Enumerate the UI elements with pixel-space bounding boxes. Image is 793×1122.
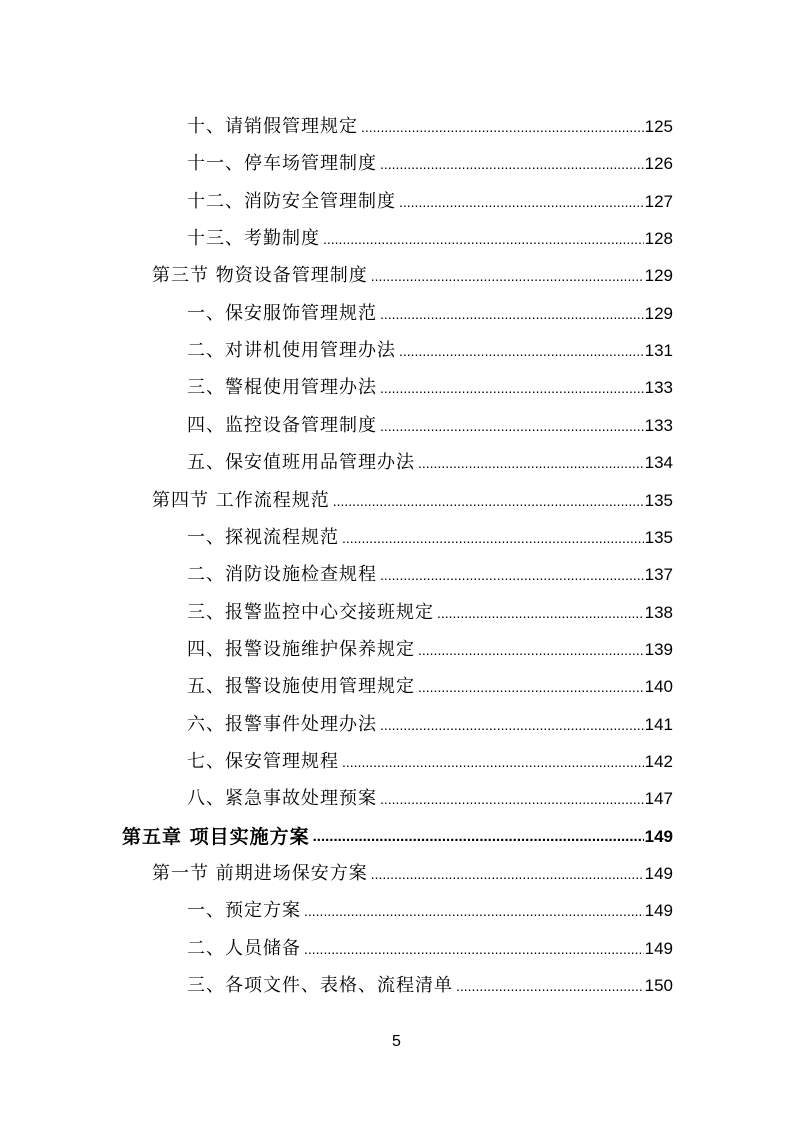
toc-entry-title: 五、报警设施使用管理规定 — [187, 676, 415, 698]
toc-entry[interactable] — [122, 811, 673, 848]
toc-entry[interactable] — [187, 587, 673, 624]
toc-entry-page: 149 — [644, 826, 673, 846]
toc-entry-page: 149 — [644, 901, 673, 921]
toc-entry-page: 135 — [644, 527, 673, 547]
toc-entry-title: 二、消防设施检查规程 — [187, 564, 377, 586]
dot-leader — [361, 116, 644, 138]
toc-entry-page: 149 — [644, 864, 673, 883]
dot-leader — [342, 527, 644, 549]
toc-entry[interactable] — [152, 250, 673, 287]
toc-entry[interactable] — [187, 773, 673, 810]
toc-entry[interactable] — [187, 512, 673, 549]
toc-entry-page: 142 — [644, 751, 673, 771]
toc-entry[interactable] — [187, 325, 673, 362]
dot-leader — [380, 788, 644, 810]
dot-leader — [304, 900, 644, 922]
toc-entry-page: 149 — [644, 938, 673, 958]
dot-leader — [304, 938, 644, 960]
toc-entry[interactable] — [187, 400, 673, 437]
toc-entry[interactable] — [187, 362, 673, 399]
toc-entry-title: 一、预定方案 — [187, 900, 301, 922]
dot-leader — [323, 228, 644, 250]
toc-entry[interactable] — [187, 736, 673, 773]
toc-entry-title: 三、警棍使用管理办法 — [187, 377, 377, 399]
toc-entry-page: 138 — [644, 602, 673, 622]
toc-entry-page: 135 — [644, 490, 673, 510]
dot-leader — [399, 191, 644, 213]
toc-entry-title: 四、报警设施维护保养规定 — [187, 638, 415, 660]
toc-entry-page: 128 — [644, 229, 673, 249]
toc-entry-title: 十、请销假管理规定 — [187, 116, 358, 137]
toc-entry-page: 131 — [644, 341, 673, 361]
dot-leader — [380, 415, 644, 437]
toc-entry[interactable] — [187, 213, 673, 250]
toc-entry[interactable] — [187, 138, 673, 175]
toc-entry-title: 第四节 工作流程规范 — [152, 489, 330, 511]
dot-leader — [380, 377, 644, 399]
toc-entry-page: 139 — [644, 639, 673, 659]
toc-entry-page: 133 — [644, 415, 673, 435]
toc-entry-title: 第一节 前期进场保安方案 — [152, 863, 368, 884]
toc-entry-title: 八、紧急事故处理预案 — [187, 788, 377, 810]
toc-entry-page: 125 — [644, 117, 673, 136]
toc-entry-title: 三、各项文件、表格、流程清单 — [187, 975, 453, 997]
dot-leader — [342, 751, 644, 773]
toc-entry-page: 126 — [644, 154, 673, 174]
toc-entry[interactable] — [187, 101, 673, 138]
toc-entry[interactable] — [187, 288, 673, 325]
toc-entry-page: 134 — [644, 453, 673, 473]
toc-entry-page: 147 — [644, 789, 673, 809]
toc-entry[interactable] — [187, 437, 673, 474]
toc-entry[interactable] — [152, 475, 673, 512]
dot-leader — [371, 265, 644, 287]
dot-leader — [418, 639, 644, 661]
dot-leader — [313, 826, 644, 848]
toc-entry-title: 一、探视流程规范 — [187, 526, 339, 548]
dot-leader — [380, 564, 644, 586]
dot-leader — [380, 714, 644, 736]
toc-entry-title: 五、保安值班用品管理办法 — [187, 452, 415, 474]
page-number: 5 — [392, 1033, 401, 1050]
toc-entry-page: 129 — [644, 266, 673, 286]
dot-leader — [380, 153, 644, 175]
toc-entry-title: 十二、消防安全管理制度 — [187, 190, 396, 212]
toc-entry[interactable] — [187, 923, 673, 960]
toc-entry[interactable] — [187, 699, 673, 736]
toc-entry[interactable] — [187, 549, 673, 586]
toc-entry-title: 四、监控设备管理制度 — [187, 414, 377, 436]
toc-entry-title: 七、保安管理规程 — [187, 750, 339, 772]
dot-leader — [418, 676, 644, 698]
dot-leader — [399, 340, 644, 362]
toc-entry-page: 150 — [644, 976, 673, 996]
toc-entry[interactable] — [187, 176, 673, 213]
toc-entry[interactable] — [187, 885, 673, 922]
toc-entry-title: 六、报警事件处理办法 — [187, 713, 377, 735]
toc-entry[interactable] — [152, 848, 673, 885]
toc-entry-title: 二、对讲机使用管理办法 — [187, 340, 396, 362]
toc-entry-title: 二、人员储备 — [187, 937, 301, 959]
toc-entry-title: 十一、停车场管理制度 — [187, 153, 377, 175]
toc-entry-page: 141 — [644, 714, 673, 734]
toc-entry-page: 137 — [644, 565, 673, 585]
toc-entry-page: 140 — [644, 677, 673, 697]
dot-leader — [437, 602, 644, 624]
dot-leader — [380, 303, 644, 325]
dot-leader — [333, 490, 644, 512]
dot-leader — [371, 863, 644, 885]
toc-entry-page: 127 — [644, 191, 673, 211]
toc-entry-title: 十三、考勤制度 — [187, 228, 320, 250]
toc-entry[interactable] — [187, 661, 673, 698]
toc-entry-title: 第五章 项目实施方案 — [122, 825, 310, 848]
toc-entry[interactable] — [187, 624, 673, 661]
toc-entry-title: 一、保安服饰管理规范 — [187, 302, 377, 324]
dot-leader — [418, 452, 644, 474]
toc-entry[interactable] — [187, 960, 673, 997]
dot-leader — [456, 975, 644, 997]
toc-entry-page: 133 — [644, 378, 673, 398]
toc-entry-title: 三、报警监控中心交接班规定 — [187, 601, 434, 623]
toc-entry-page: 129 — [644, 303, 673, 323]
toc-entry-title: 第三节 物资设备管理制度 — [152, 265, 368, 287]
